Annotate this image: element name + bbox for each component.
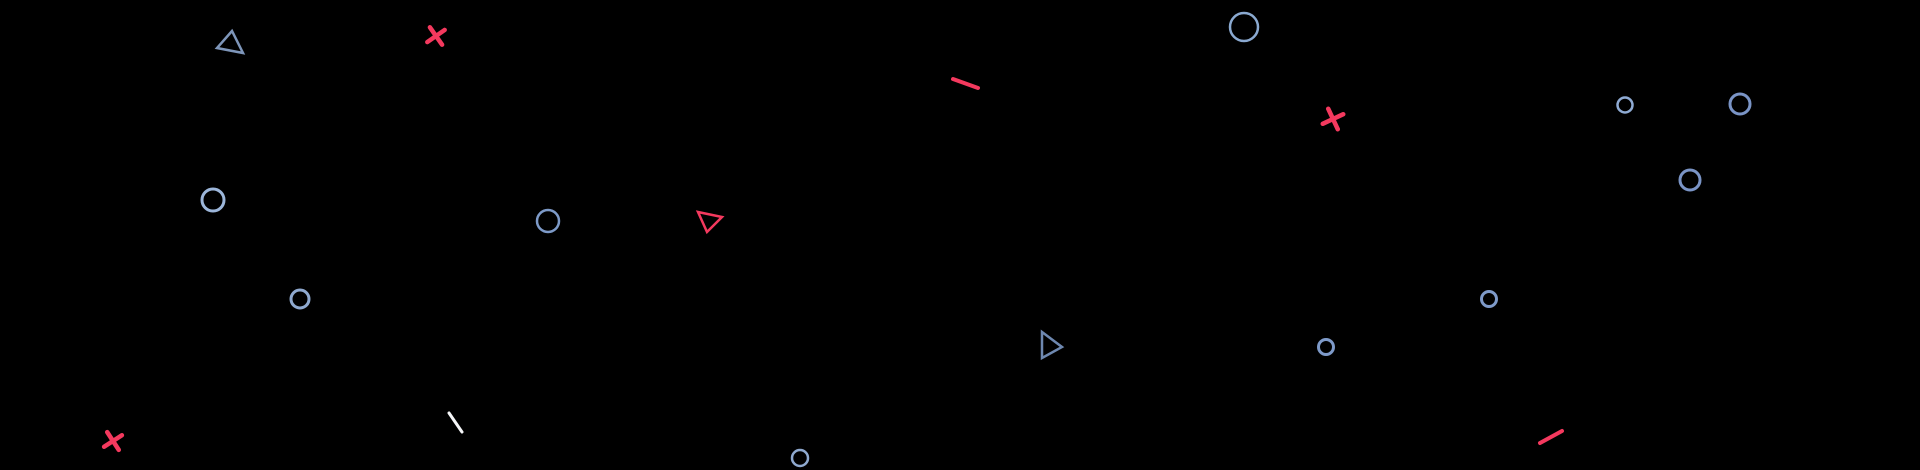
triangle-shape xyxy=(698,212,722,232)
circle-shape xyxy=(1319,340,1334,355)
triangle-shape xyxy=(217,31,243,53)
circle-shape xyxy=(537,210,559,232)
dash-line-shape xyxy=(449,413,462,432)
circle-shape xyxy=(1730,94,1750,114)
circle-shape xyxy=(1680,170,1700,190)
circle-shape xyxy=(1230,13,1258,41)
circle-shape xyxy=(1482,292,1497,307)
circle-shape xyxy=(291,290,309,308)
dash-line-shape xyxy=(953,79,978,88)
circle-shape xyxy=(792,450,808,466)
dash-line-shape xyxy=(1540,431,1562,443)
x-mark-shape xyxy=(427,27,444,44)
x-mark-shape xyxy=(104,432,122,450)
circle-shape xyxy=(1618,98,1633,113)
circle-shape xyxy=(202,189,224,211)
triangle-shape xyxy=(1042,332,1062,358)
x-mark-shape xyxy=(1323,109,1344,130)
